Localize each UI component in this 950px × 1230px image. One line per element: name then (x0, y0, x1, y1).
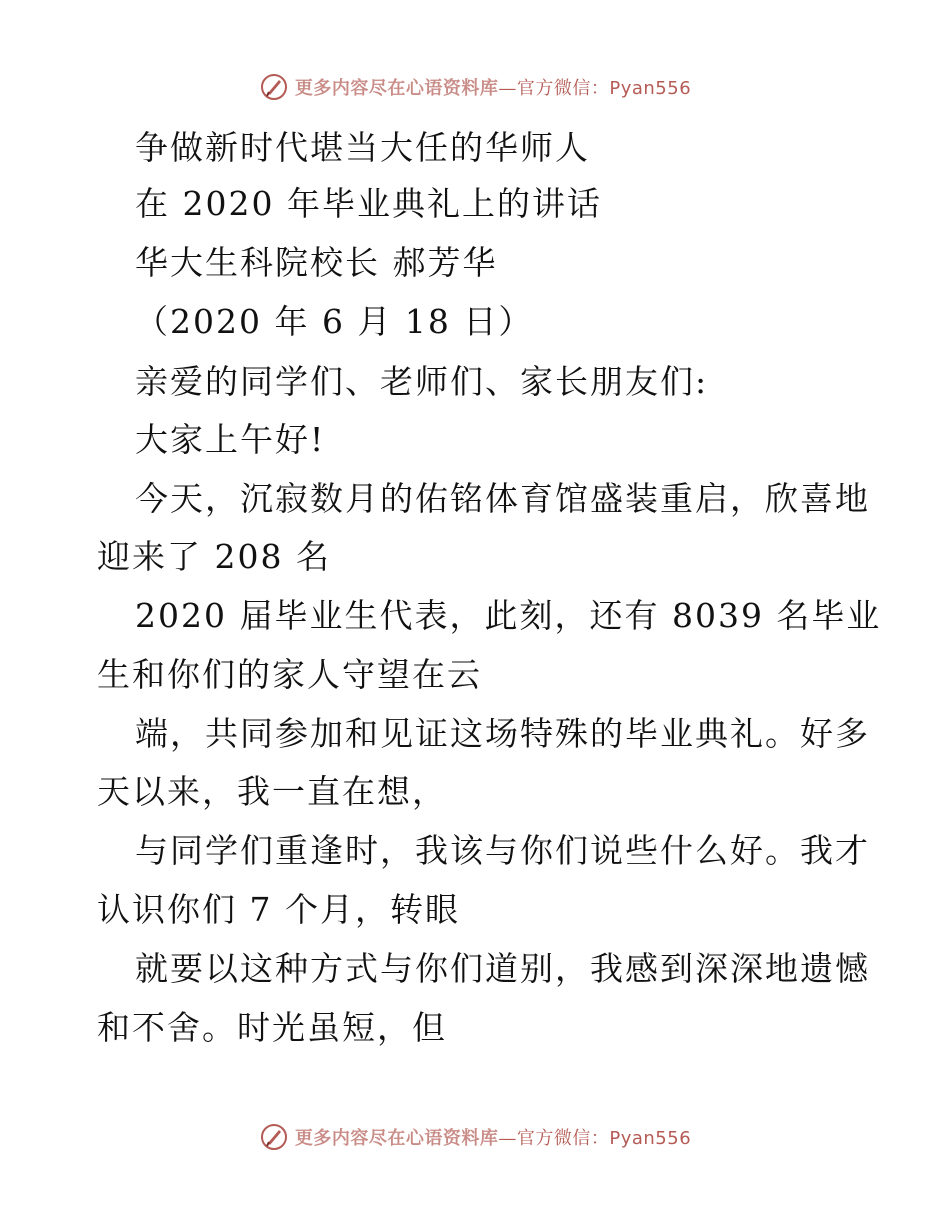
speech-title: 争做新时代堪当大任的华师人 (135, 128, 590, 167)
body-line: 2020 届毕业生代表，此刻，还有 8039 名毕业 (135, 596, 882, 635)
watermark-text (295, 1124, 691, 1150)
body-line: 天以来，我一直在想， (97, 772, 447, 811)
body-line: 与同学们重逢时，我该与你们说些什么好。我才 (135, 831, 870, 870)
date-line: （2020 年 6 月 18 日） (135, 302, 534, 341)
footer-watermark (0, 1122, 950, 1152)
body-line: 迎来了 208 名 (97, 537, 331, 576)
watermark-text (295, 74, 691, 100)
body-line: 和不舍。时光虽短，但 (97, 1008, 447, 1047)
watermark-wechat-id: Pyan556 (609, 1128, 692, 1149)
watermark-main: 更多内容尽在心语资料库 (294, 78, 499, 99)
watermark-wechat-label: 官方微信： (516, 78, 610, 99)
watermark-wechat-label: 官方微信： (516, 1128, 610, 1149)
speaker-line: 华大生科院校长 郝芳华 (135, 243, 498, 282)
salutation-line: 亲爱的同学们、老师们、家长朋友们: (135, 362, 709, 401)
speech-subtitle: 在 2020 年毕业典礼上的讲话 (135, 184, 602, 223)
feather-pen-logo-icon (259, 1122, 289, 1152)
body-line: 生和你们的家人守望在云 (97, 655, 482, 694)
watermark-separator: — (498, 78, 517, 99)
greeting-line: 大家上午好! (135, 420, 326, 459)
body-line: 认识你们 7 个月，转眼 (97, 890, 460, 929)
watermark-separator: — (498, 1128, 517, 1149)
body-line: 就要以这种方式与你们道别，我感到深深地遗憾 (135, 949, 870, 988)
body-line: 今天，沉寂数月的佑铭体育馆盛装重启，欣喜地 (135, 479, 870, 518)
watermark-wechat-id: Pyan556 (609, 78, 692, 99)
feather-pen-logo-icon (259, 72, 289, 102)
body-line: 端，共同参加和见证这场特殊的毕业典礼。好多 (135, 714, 870, 753)
watermark-main: 更多内容尽在心语资料库 (294, 1128, 499, 1149)
header-watermark (0, 72, 950, 102)
